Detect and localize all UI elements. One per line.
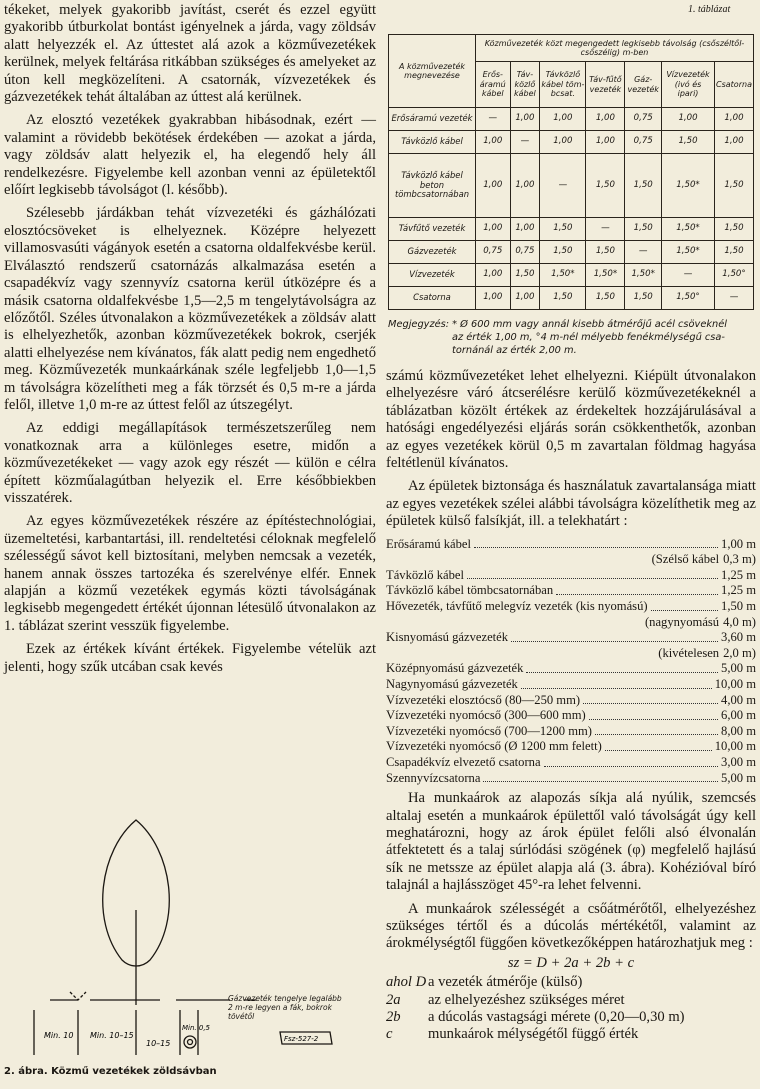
table-cell: 1,50* bbox=[540, 264, 586, 287]
table-cell: — bbox=[586, 218, 625, 241]
definition-text: munkaárok mélységétől függő érték bbox=[428, 1026, 639, 1043]
table-row bbox=[389, 264, 754, 287]
distance-list-item bbox=[386, 771, 756, 787]
table-row-label: Erősáramú vezeték bbox=[389, 108, 476, 131]
table-cell: — bbox=[510, 130, 540, 153]
table-cell: 1,00 bbox=[586, 108, 625, 131]
table-cell: 1,50 bbox=[586, 153, 625, 217]
table-row bbox=[389, 218, 754, 241]
leader-dots bbox=[521, 688, 712, 689]
table-cell: 1,00 bbox=[510, 218, 540, 241]
table-cell: 1,50* bbox=[625, 264, 662, 287]
table-cell: 1,50* bbox=[662, 241, 715, 264]
distance-item-value: 6,00 m bbox=[721, 708, 756, 723]
table-group-header: Közművezeték közt megengedett legkisebb távolság (csőszéltől-csőszélig) m-ben bbox=[476, 35, 754, 62]
distance-item-name: (Szélső kábel bbox=[651, 552, 720, 567]
table-cell: 0,75 bbox=[625, 130, 662, 153]
distance-item-name: (kivételesen bbox=[658, 645, 720, 660]
distance-item-name: (nagynyomású bbox=[644, 614, 720, 629]
table-row bbox=[389, 241, 754, 264]
table-cell: 1,00 bbox=[540, 130, 586, 153]
table-row bbox=[389, 108, 754, 131]
table-cell: 1,50 bbox=[625, 153, 662, 217]
paragraph: Az épületek biztonsága és használatuk zavartalansága miatt az egyes vezetékek szélei alábbi távolságra közelíthetik meg az épületek külső falsíkját, ill. a telekhatárt : bbox=[386, 478, 756, 530]
table-cell: 1,00 bbox=[662, 108, 715, 131]
distance-item-value: 10,00 m bbox=[714, 677, 756, 691]
table-cell: 1,50 bbox=[540, 218, 586, 241]
note-line: az érték 1,00 m, °4 m-nél mélyebb fenékmélységű csa- bbox=[452, 332, 725, 343]
distance-item-name: Nagynyomású gázvezeték bbox=[386, 677, 518, 691]
distance-item-name: Vízvezetéki nyomócső (300—600 mm) bbox=[386, 708, 586, 723]
table-cell: 1,50 bbox=[714, 241, 753, 264]
table-column-header: Táv-fűtő vezeték bbox=[586, 62, 625, 108]
table-note: Megjegyzés: * Ø 600 mm vagy annál kisebb átmérőjű acél csöveknél az érték 1,00 m, °4 m-nél mélyebb fenékmélységű csa- tornánál az érték 2,00 m. bbox=[388, 318, 758, 357]
figure-caption: 2. ábra. Közmű vezetékek zöldsávban bbox=[4, 1066, 217, 1077]
table-column-header: Erős-áramú kábel bbox=[476, 62, 511, 108]
paragraph: Szélesebb járdákban tehát vízvezetéki és gázhálózati elosztócsöveket is elhelyeznek. Középre helyezett villamosvasúti vágányok esetén a csatorna oldalfekvésbe kerül. Elválasztó rendszerű csatornázás alkalmazása esetén a csapadékvíz vagy szennyvíz csatorna kerül útközépre és a másik csatorna oldalfekvésbe 1,5—2,5 m tengelytávolságra az előzőtől. Széles útvonalakon a közművezetékek a zöldsáv alatt is elhelyezhetők, azonban közművezetékek bokrok, cserjék alatti elhelyezése nem kívánatos, fák alatt pedig nem engedhető meg. Közművezeték munkaárkának széle legfeljebb 1,0—1,5 m távolságra közelítheti meg a fák törzsét és 0,5 m-re a járda felől, illetve 1,0 m-re az úttest felől az útszegélyt. bbox=[4, 205, 376, 413]
table-row bbox=[389, 153, 754, 217]
distance-table bbox=[388, 34, 754, 310]
definition-term: ahol D bbox=[386, 974, 427, 991]
table-cell: 1,50* bbox=[662, 153, 715, 217]
distance-item-value: 0,3 m) bbox=[723, 552, 756, 567]
table-column-header: Táv-közlő kábel bbox=[510, 62, 540, 108]
definition-text: a vezeték átmérője (külső) bbox=[428, 974, 583, 991]
distance-list bbox=[386, 537, 756, 787]
leader-dots bbox=[511, 641, 718, 642]
table-label: 1. táblázat bbox=[688, 4, 731, 15]
definition-text: a dúcolás vastagsági mérete (0,20—0,30 m) bbox=[428, 1009, 685, 1026]
table-cell: 1,50 bbox=[714, 153, 753, 217]
distance-item-value: 1,00 m bbox=[721, 536, 756, 551]
table-cell: 1,00 bbox=[510, 287, 540, 310]
definitions bbox=[386, 974, 756, 1044]
distance-list-item bbox=[386, 599, 756, 615]
figure-dim: Min. 10 bbox=[44, 1031, 74, 1040]
leader-dots bbox=[483, 781, 718, 782]
distance-item-name: Távközlő kábel bbox=[386, 567, 464, 582]
table-cell: 1,50 bbox=[625, 287, 662, 310]
table-column-header: Távközlő kábel töm-bcsat. bbox=[540, 62, 586, 108]
right-column bbox=[386, 368, 756, 1044]
paragraph: Az egyes közművezetékek részére az építéstechnológiai, üzemeltetési, karbantartási, ill. rendeltetési céloknak megfelelő szélességű sávot kell biztosítani, melyben nemcsak a vezeték, hanem annak összes tartozéka és szerelvénye elfér. Ennek alapján a közmű vezetékek egymás közti távolságának legkisebb megengedett értékét újonnan létesülő útvonalakon az 1. táblázat szerint vesszük figyelembe. bbox=[4, 513, 376, 634]
table-row bbox=[389, 287, 754, 310]
gas-pipe bbox=[184, 1036, 196, 1048]
table-cell: — bbox=[625, 241, 662, 264]
table-cell: 1,00 bbox=[476, 130, 511, 153]
table-row-label: Távfűtő vezeték bbox=[389, 218, 476, 241]
table-cell: 1,00 bbox=[476, 218, 511, 241]
distance-item-value: 10,00 m bbox=[714, 739, 756, 754]
distance-item-name: Vízvezetéki elosztócső (80—250 mm) bbox=[386, 692, 581, 707]
table-cell: 1,00 bbox=[714, 130, 753, 153]
table-column-header: Csatorna bbox=[714, 62, 753, 108]
distance-list-item bbox=[386, 677, 756, 693]
distance-list-item bbox=[386, 615, 756, 631]
distance-list-item bbox=[386, 661, 756, 677]
table-cell: 1,00 bbox=[476, 287, 511, 310]
definition-text: az elhelyezéshez szükséges méret bbox=[428, 991, 625, 1008]
leader-dots bbox=[589, 719, 718, 720]
distance-item-name: Kisnyomású gázvezeték bbox=[386, 630, 509, 645]
table-cell: 1,50° bbox=[714, 264, 753, 287]
leader-dots bbox=[556, 594, 718, 595]
table-cell: 1,50 bbox=[625, 218, 662, 241]
table-cell: 0,75 bbox=[476, 241, 511, 264]
distance-list-item bbox=[386, 646, 756, 662]
figure-stamp: Fsz-527-2 bbox=[284, 1035, 319, 1043]
definition-item bbox=[386, 974, 756, 991]
table-row-label: Távközlő kábel beton tömbcsatornában bbox=[389, 153, 476, 217]
figure-annotation: Gázvezeték tengelye legalább 2 m-re legyen a fák, bokrok tövétől bbox=[228, 994, 342, 1021]
paragraph: Az elosztó vezetékek gyakrabban hibásodnak, ezért — valamint a rövidebb bekötések érdekében — azokat a járda, vagy zöldsáv alatt helyezik el, ha elegendő hely áll rendelkezésre. Figyelembe kell azonban venni az épületektől előírt legkisebb távolságot (l. később). bbox=[4, 112, 376, 199]
paragraph: A munkaárok szélességét a csőátmérőtől, elhelyezéshez szükséges tértől és a dúcolás mértékétől, valamint az árokmélységtől függően következőképpen határozhatjuk meg : bbox=[386, 900, 756, 952]
figure-dim: Min. 0,5 bbox=[182, 1024, 211, 1032]
leader-dots bbox=[651, 610, 718, 611]
table-cell: 1,50 bbox=[662, 130, 715, 153]
leader-dots bbox=[526, 672, 718, 673]
table-cell: 0,75 bbox=[625, 108, 662, 131]
leader-dots bbox=[605, 750, 712, 751]
table-cell: 1,00 bbox=[540, 108, 586, 131]
table-row-label: Gázvezeték bbox=[389, 241, 476, 264]
table-cell: 1,50 bbox=[510, 264, 540, 287]
table-cell: 1,00 bbox=[476, 153, 511, 217]
definition-item bbox=[386, 1026, 756, 1043]
table-cell: 0,75 bbox=[510, 241, 540, 264]
distance-list-item bbox=[386, 583, 756, 599]
table-cell: — bbox=[662, 264, 715, 287]
definition-term: 2b bbox=[386, 1009, 401, 1026]
distance-list-item bbox=[386, 724, 756, 740]
definition-item bbox=[386, 1009, 756, 1026]
distance-item-name: Csapadékvíz elvezető csatorna bbox=[386, 754, 541, 769]
distance-item-value: 4,00 m bbox=[721, 692, 756, 707]
leader-dots bbox=[474, 547, 718, 548]
table-cell: 1,50* bbox=[586, 264, 625, 287]
distance-list-item bbox=[386, 630, 756, 646]
table-cell: 1,00 bbox=[714, 108, 753, 131]
definition-term: c bbox=[386, 1026, 393, 1043]
distance-list-item bbox=[386, 568, 756, 584]
distance-item-value: 1,50 m bbox=[721, 599, 756, 614]
distance-item-name: Vízvezetéki nyomócső (Ø 1200 mm felett) bbox=[386, 739, 602, 754]
table-cell: 1,00 bbox=[476, 264, 511, 287]
distance-item-value: 5,00 m bbox=[721, 661, 756, 676]
note-line: tornánál az érték 2,00 m. bbox=[452, 345, 577, 356]
note-line: * Ø 600 mm vagy annál kisebb átmérőjű acél csöveknél bbox=[452, 319, 727, 330]
figure-green-strip bbox=[30, 810, 350, 1060]
paragraph: Az eddigi megállapítások természetszerűleg nem vonatkoznak arra a különleges esetre, midőn a közművezetékeket — vagy azok egy részét — külön e célra épített közműalagútban helyezik el. Erre későbbiekben visszatérek. bbox=[4, 420, 376, 506]
distance-item-name: Vízvezetéki nyomócső (700—1200 mm) bbox=[386, 723, 593, 738]
distance-item-value: 5,00 m bbox=[721, 770, 756, 785]
table-cell: 1,50* bbox=[662, 218, 715, 241]
table-corner-header: A közművezeték megnevezése bbox=[389, 35, 476, 108]
distance-item-name: Távközlő kábel tömbcsatornában bbox=[386, 583, 554, 598]
paragraph: számú közművezetéket lehet elhelyezni. Kiépült útvonalakon elhelyezésre váró átcserélésre kerülő közművezetékeknél a táblázatban közölt értékek az érdekeltek hozzájárulásával a hatósági engedélyezési eljárás során csökkenthetők, azonban az egyes vezetékek körül 0,5 m zavartalan földmag hagyása feltétlenül kívánatos. bbox=[386, 368, 756, 472]
paragraph: Ezek az értékek kívánt értékek. Figyelembe vételük azt jelenti, hogy szűk utcában csak kevés bbox=[4, 641, 376, 675]
distance-item-value: 1,25 m bbox=[721, 583, 756, 598]
table-row bbox=[389, 130, 754, 153]
distance-item-name: Erősáramú kábel bbox=[386, 536, 471, 551]
table-column-header: Gáz-vezeték bbox=[625, 62, 662, 108]
definition-item bbox=[386, 992, 756, 1009]
table-cell: — bbox=[714, 287, 753, 310]
distance-item-value: 4,0 m) bbox=[723, 614, 756, 629]
distance-item-value: 3,00 m bbox=[721, 754, 756, 769]
figure-dim: 10–15 bbox=[146, 1039, 171, 1048]
distance-list-item bbox=[386, 739, 756, 755]
table-row-label: Csatorna bbox=[389, 287, 476, 310]
distance-item-name: Középnyomású gázvezeték bbox=[386, 661, 524, 676]
distance-list-item bbox=[386, 552, 756, 568]
table-cell: 1,50 bbox=[540, 241, 586, 264]
figure-dim: Min. 10–15 bbox=[90, 1031, 134, 1040]
table-cell: 1,00 bbox=[586, 130, 625, 153]
distance-list-item bbox=[386, 755, 756, 771]
paragraph: tékeket, melyek gyakoribb javítást, cserét és ezzel együtt gyakoribb útburkolat bontást igényelnek a járda, vagy zöldsáv alatt helyezzék el. Az úttestet alá azok a közművezetékek kerülnek, melyek feltárása ritkábban szükséges és amelyeket az úton kell megközelíteni. A csatornák, vízvezetékek és gázvezetékek tehát általában az úttest alá kerülnek. bbox=[4, 2, 376, 106]
distance-item-name: Szennyvízcsatorna bbox=[386, 770, 481, 785]
paragraph: Ha munkaárok az alapozás síkja alá nyúlik, szemcsés altalaj esetén a munkaárok épülettől való távolságát úgy kell meghatározni, hogy az árok épület felőli alsó élvonalán átfektetett és a talaj súrlódási szögének (φ) megfelelő hajlású sík ne metssze az épület alapja alá (3. ábra). Kohézióval bíró talajnál a hajlásszöget 45°-ra lehet felvenni. bbox=[386, 790, 756, 894]
leader-dots bbox=[595, 734, 718, 735]
distance-item-value: 1,25 m bbox=[721, 567, 756, 582]
table-row-label: Távközlő kábel bbox=[389, 130, 476, 153]
table-cell: 1,00 bbox=[510, 108, 540, 131]
leader-dots bbox=[583, 703, 718, 704]
table-column-header: Vízvezeték (ivó és ipari) bbox=[662, 62, 715, 108]
distance-item-value: 2,0 m) bbox=[723, 645, 756, 660]
table-cell: 1,00 bbox=[510, 153, 540, 217]
distance-item-value: 8,00 m bbox=[721, 723, 756, 738]
equation: sz = D + 2a + 2b + c bbox=[507, 954, 635, 971]
leader-dots bbox=[544, 766, 718, 767]
table-cell: 1,50 bbox=[586, 287, 625, 310]
table-row-label: Vízvezeték bbox=[389, 264, 476, 287]
table-cell: — bbox=[476, 108, 511, 131]
distance-list-item bbox=[386, 537, 756, 553]
leader-dots bbox=[467, 578, 718, 579]
table-cell: 1,50 bbox=[714, 218, 753, 241]
table-cell: 1,50° bbox=[662, 287, 715, 310]
distance-list-item bbox=[386, 708, 756, 724]
table-cell: 1,50 bbox=[540, 287, 586, 310]
distance-list-item bbox=[386, 693, 756, 709]
left-column bbox=[4, 2, 376, 682]
table-cell: — bbox=[540, 153, 586, 217]
distance-item-name: Hővezeték, távfűtő melegvíz vezeték (kis nyomású) bbox=[386, 599, 648, 614]
table-cell: 1,50 bbox=[586, 241, 625, 264]
distance-item-value: 3,60 m bbox=[721, 630, 756, 645]
note-label: Megjegyzés bbox=[388, 319, 446, 330]
definition-term: 2a bbox=[386, 991, 401, 1008]
